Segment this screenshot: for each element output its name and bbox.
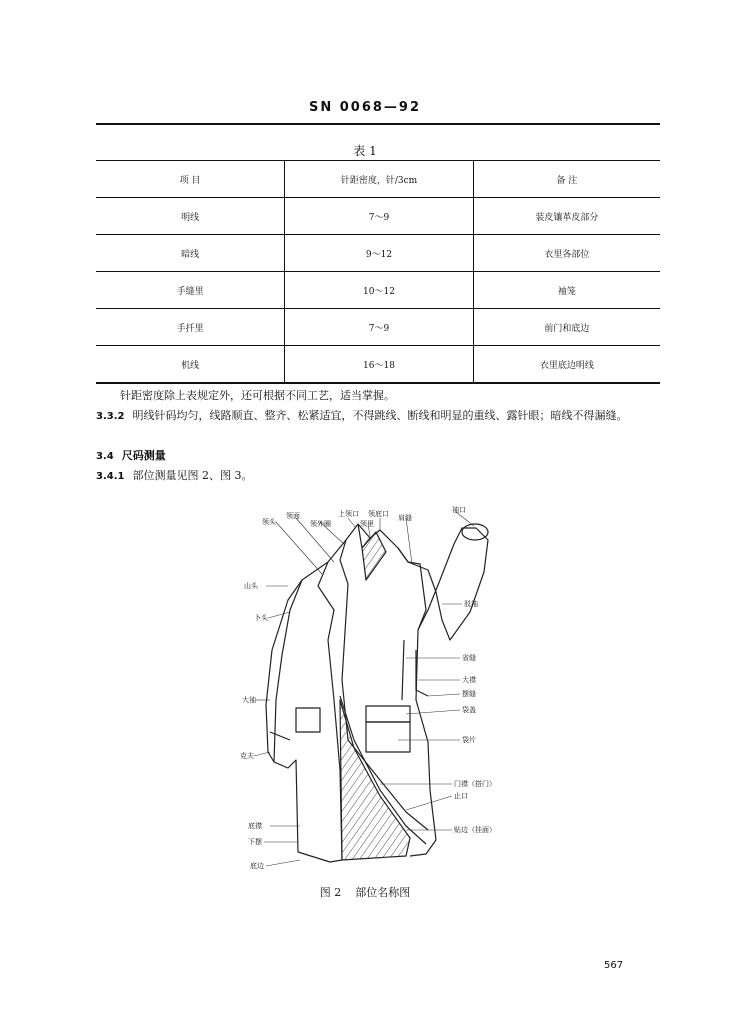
header-rule — [96, 123, 660, 125]
table-cell: 衣里各部位 — [473, 235, 660, 272]
jacket-drawing — [230, 500, 520, 880]
section-body: 明线针码均匀，线路顺直、整齐、松紧适宜，不得跳线、断线和明显的重线、露针眼；暗线不得漏缝。 — [132, 409, 628, 422]
page-number: 567 — [604, 960, 624, 971]
label-small-sleeve: 驳袖 — [464, 600, 478, 608]
garment-parts-figure — [230, 500, 520, 880]
table-row — [96, 309, 660, 346]
section-number: 3.4.1 — [96, 471, 125, 482]
table-header-row — [96, 161, 660, 198]
table-cell: 7～9 — [285, 198, 473, 235]
right-pocket-flap — [366, 706, 410, 722]
label-collar-lining: 领里 — [360, 520, 374, 528]
label-under-placket: 底襟 — [248, 822, 262, 830]
section-number: 3.4 — [96, 451, 114, 462]
left-sleeve — [266, 580, 302, 762]
label-hem: 底边 — [250, 862, 264, 870]
table-caption: 表 1 — [353, 144, 377, 158]
section-3-4-1 — [96, 466, 666, 486]
stitch-density-table — [96, 160, 660, 384]
label-upper-neckline: 上领口 — [338, 510, 359, 518]
label-collar-base: 领底口 — [368, 510, 389, 518]
table-row — [96, 198, 660, 235]
front-edge — [328, 640, 342, 860]
label-front-panel: 大襟 — [462, 676, 476, 684]
label-front-edge: 止口 — [454, 792, 468, 800]
label-lower-point: 卜头 — [254, 614, 268, 622]
table-cell: 前门和底边 — [473, 309, 660, 346]
label-top-point: 山头 — [244, 582, 258, 590]
label-cuff: 袖口 — [452, 506, 466, 514]
column-header: 备 注 — [473, 161, 660, 198]
table-cell: 手扦里 — [96, 309, 285, 346]
table-row — [96, 346, 660, 384]
figure-title: 部位名称图 — [355, 886, 411, 899]
label-facing: 贴边（挂面） — [454, 826, 496, 834]
section-3-4 — [96, 446, 666, 466]
label-dart-seam: 省缝 — [462, 654, 476, 662]
right-pocket — [366, 722, 410, 752]
table-cell: 16～18 — [285, 346, 473, 384]
section-title: 尺码测量 — [121, 449, 166, 462]
figure-number: 图 2 — [319, 886, 342, 899]
column-header: 针距密度，针/3cm — [285, 161, 473, 198]
table-cell: 10～12 — [285, 272, 473, 309]
label-collar-head: 领头 — [262, 518, 276, 526]
table-cell: 9～12 — [285, 235, 473, 272]
table-cell: 袖笼 — [473, 272, 660, 309]
section-3-3-2 — [96, 406, 666, 426]
label-collar-face: 领面 — [286, 512, 300, 520]
label-side-seam: 摆缝 — [462, 690, 476, 698]
lapel — [318, 562, 334, 640]
section-body: 部位测量见图 2、图 3。 — [132, 469, 253, 482]
section-number: 3.3.2 — [96, 411, 125, 422]
label-large-sleeve: 大袖 — [242, 696, 256, 704]
table-cell: 装皮镶革皮部分 — [473, 198, 660, 235]
table-row — [96, 235, 660, 272]
table-cell: 机线 — [96, 346, 285, 384]
table-cell: 7～9 — [285, 309, 473, 346]
paragraph-density-note: 针距密度除上表规定外，还可根据不同工艺，适当掌握。 — [120, 389, 395, 402]
column-header: 项 目 — [96, 161, 285, 198]
label-hem-area: 下摆 — [248, 838, 262, 846]
table-cell: 暗线 — [96, 235, 285, 272]
figure-caption — [0, 884, 730, 900]
label-pocket-flap: 袋盖 — [462, 706, 476, 714]
standard-number: SN 0068—92 — [308, 100, 422, 115]
label-cuff-band: 克夫 — [240, 752, 254, 760]
left-pocket — [296, 708, 320, 732]
label-shoulder-seam: 肩缝 — [398, 514, 412, 522]
label-collar-outer: 领外圈 — [310, 520, 331, 528]
label-front-placket: 门襟（搭门） — [454, 780, 496, 788]
label-pocket-piece: 袋片 — [462, 736, 476, 744]
table-cell: 手缝里 — [96, 272, 285, 309]
table-row — [96, 272, 660, 309]
table-cell: 明线 — [96, 198, 285, 235]
table-cell: 衣里底边明线 — [473, 346, 660, 384]
raised-sleeve — [408, 528, 488, 640]
